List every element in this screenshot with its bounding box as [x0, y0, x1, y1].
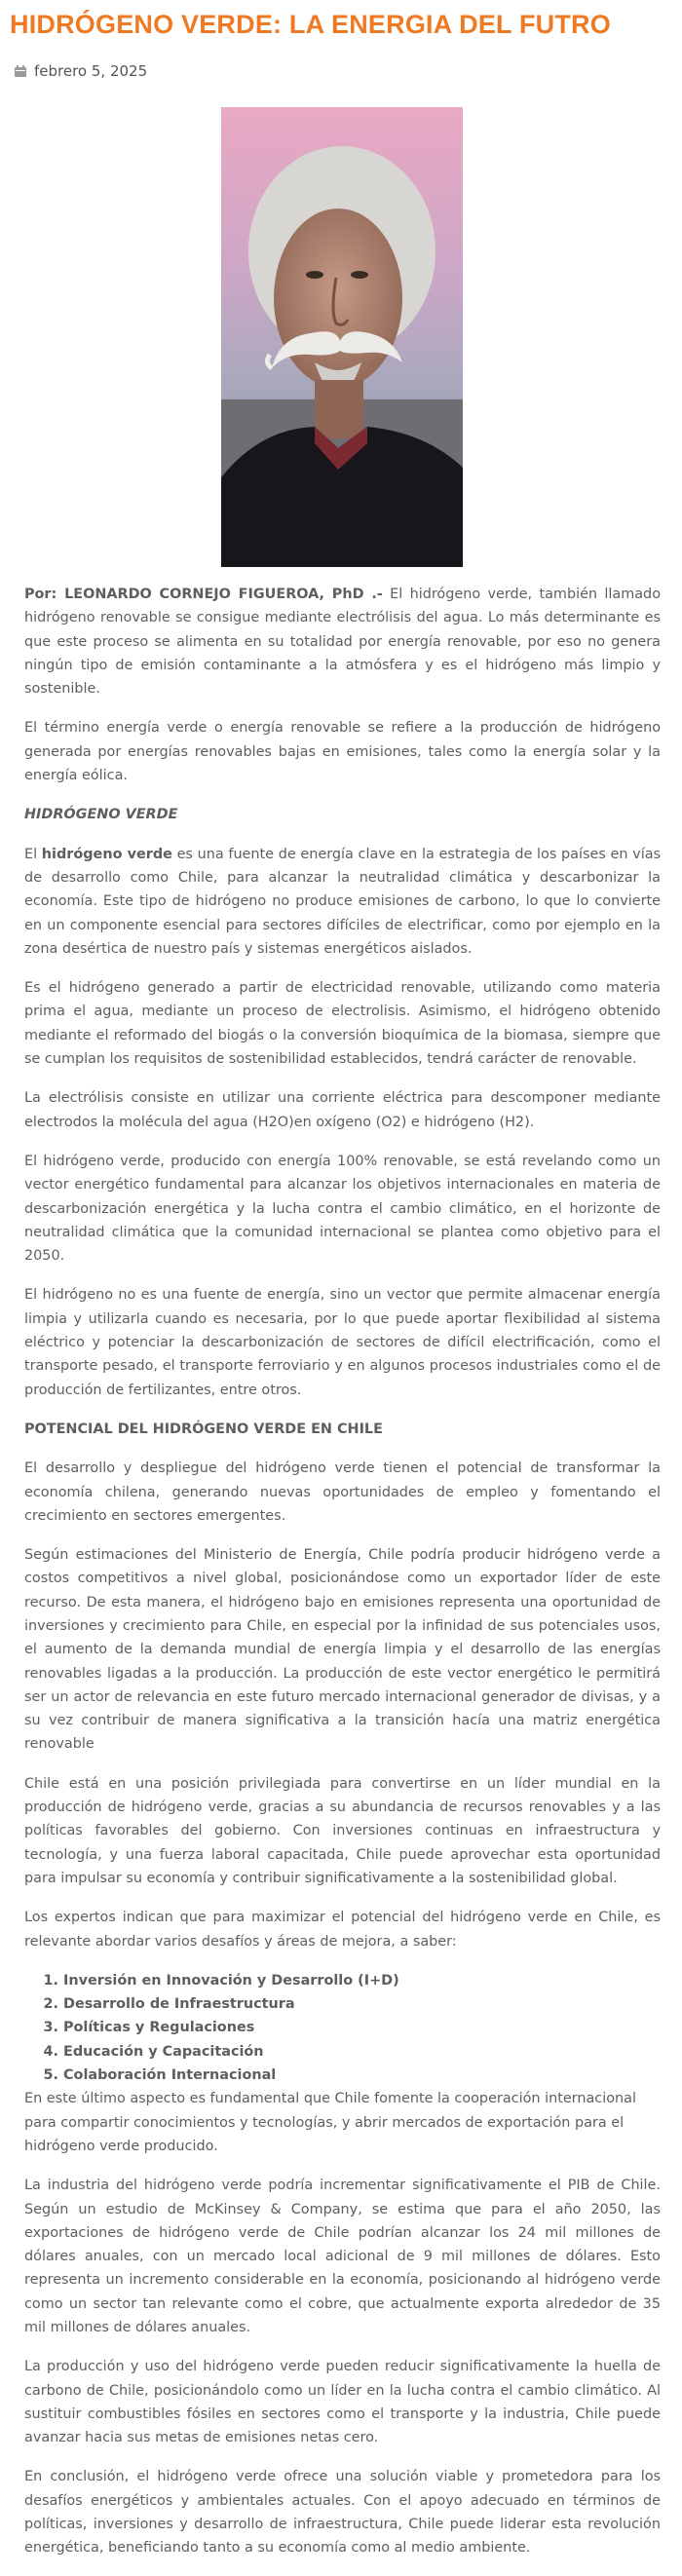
- paragraph: Los expertos indican que para maximizar el potencial del hidrógeno verde en Chile, es relevante abordar varios desafíos y áreas de mejora, a saber:: [24, 1910, 661, 1950]
- section-heading: POTENCIAL DEL HIDRÓGENO VERDE EN CHILE: [24, 1421, 383, 1437]
- author-photo: [221, 107, 463, 567]
- paragraph: La electrólisis consiste en utilizar una corriente eléctrica para descomponer mediante electrodos la molécula del agua (H2O)en oxígeno (O2) e hidrógeno (H2).: [24, 1090, 661, 1130]
- list-item: 3. Políticas y Regulaciones: [63, 2016, 661, 2039]
- challenges-list: [24, 1969, 661, 2087]
- paragraph: El desarrollo y despliegue del hidrógeno verde tienen el potencial de transformar la economía chilena, generando nuevas oportunidades de empleo y fomentando el crecimiento en sectores emergentes.: [24, 1460, 661, 1524]
- date-text: febrero 5, 2025: [34, 62, 148, 80]
- list-item: 2. Desarrollo de Infraestructura: [63, 1992, 661, 2016]
- paragraph: El término energía verde o energía renovable se refiere a la producción de hidrógeno generada por energías renovables bajas en emisiones, tales como la energía solar y la energía eólica.: [24, 720, 661, 784]
- paragraph: Chile está en una posición privilegiada para convertirse en un líder mundial en la producción de hidrógeno verde, gracias a su abundancia de recursos renovables y a las políticas favorables del gobierno. Con inversiones continuas en infraestructura y tecnología, y una fuerza laboral capacitada, Chile puede aprovechar esta oportunidad para impulsar su economía y contribuir significativamente a la sostenibilidad global.: [24, 1775, 661, 1886]
- list-item: 4. Educación y Capacitación: [63, 2040, 661, 2064]
- paragraph: El hidrógeno verde es una fuente de energía clave en la estrategia de los países en vías de desarrollo como Chile, para alcanzar la neutralidad climática y descarbonizar la economía. Este tipo de hidrógeno no produce emisiones de carbono, lo que lo convierte en un componente esencial para sectores difíciles de electrificar, como por ejemplo en la zona desértica de nuestro país y sistemas energéticos aislados.: [24, 846, 662, 957]
- paragraph: Según estimaciones del Ministerio de Energía, Chile podría producir hidrógeno verde a costos competitivos a nivel global, posicionándose como un exportador líder de este recurso. De esta manera, el hidrógeno bajo en emisiones representa una oportunidad de inversiones y crecimiento para Chile, en especial por la infinidad de sus potenciales usos, el aumento de la demanda mundial de energía limpia y el desarrollo de las energías renovables ligadas a la producción. La producción de este vector energético le permitirá ser un actor de relevancia en este futuro mercado internacional generador de divisas, y a su vez contribuir de manera significativa a la transición hacía una matriz energética renovable: [24, 1547, 661, 1753]
- section-heading: HIDRÓGENO VERDE: [24, 807, 178, 823]
- paragraph: Es el hidrógeno generado a partir de electricidad renovable, utilizando como materia prima el agua, mediante un proceso de electrolisis. Asimismo, el hidrógeno obtenido mediante el reformado del biogás o la conversión bioquímica de la biomasa, siempre que se cumplan los requisitos de sostenibilidad establecidos, tendrá carácter de renovable.: [24, 980, 661, 1068]
- list-item: 5. Colaboración Internacional: [63, 2064, 661, 2087]
- list-item: 1. Inversión en Innovación y Desarrollo (I+D): [63, 1969, 661, 1992]
- paragraph: En conclusión, el hidrógeno verde ofrece una solución viable y prometedora para los desafíos energéticos y ambientales actuales. Con el apoyo adecuado en términos de políticas, inversiones y desarrollo de infraestructura, Chile puede liderar esta revolución energética, beneficiando tanto a su economía como al medio ambiente.: [24, 2469, 661, 2557]
- paragraph: La producción y uso del hidrógeno verde pueden reducir significativamente la huella de carbono de Chile, posicionándolo como un líder en la lucha contra el cambio climático. Al sustituir combustibles fósiles en sectores como el transporte y la industria, Chile puede avanzar hacia sus metas de emisiones netas cero.: [24, 2359, 661, 2446]
- paragraph: La industria del hidrógeno verde podría incrementar significativamente el PIB de Chile. Según un estudio de McKinsey & Company, se estima que para el año 2050, las exportaciones de hidrógeno verde de Chile podrían alcanzar los 24 mil millones de dólares anuales, con un mercado local adicional de 9 mil millones de dólares. Esto representa un incremento considerable en la economía, posicionando al hidrógeno verde como un sector tan relevante como el cobre, que actualmente exporta alrededor de 35 mil millones de dólares anuales.: [24, 2178, 661, 2335]
- paragraph: El hidrógeno no es una fuente de energía, sino un vector que permite almacenar energía limpia y utilizarla cuando es necesaria, por lo que puede aportar flexibilidad al sistema eléctrico y potenciar la descarbonización de sectores de difícil electrificación, como el transporte pesado, el transporte ferroviario y en algunos procesos industriales como el de producción de fertilizantes, entre otros.: [24, 1287, 661, 1398]
- post-date: [14, 62, 147, 80]
- article-body: [24, 583, 661, 2576]
- paragraph: El hidrógeno verde, producido con energía 100% renovable, se está revelando como un vector energético fundamental para alcanzar los objetivos internacionales en materia de descarbonización energética y la lucha contra el cambio climático, en el horizonte de neutralidad climática que la comunidad internacional se plantea como objetivo para el 2050.: [24, 1153, 661, 1265]
- author-byline: Por: LEONARDO CORNEJO FIGUEROA, PhD .-: [24, 587, 383, 602]
- calendar-icon: [14, 64, 27, 78]
- page-title: HIDRÓGENO VERDE: LA ENERGIA DEL FUTRO: [10, 10, 611, 39]
- paragraph: En este último aspecto es fundamental que Chile fomente la cooperación internacional para compartir conocimientos y tecnologías, y abrir mercados de exportación para el hidrógeno verde producido.: [24, 2091, 636, 2154]
- paragraph: Por: LEONARDO CORNEJO FIGUEROA, PhD .- El hidrógeno verde, también llamado hidrógeno renovable se consigue mediante electrólisis del agua. Lo más determinante es que este proceso se alimenta en su totalidad por energía renovable, por eso no genera ningún tipo de emisión contaminante a la atmósfera y es el hidrógeno más limpio y sostenible.: [24, 587, 661, 698]
